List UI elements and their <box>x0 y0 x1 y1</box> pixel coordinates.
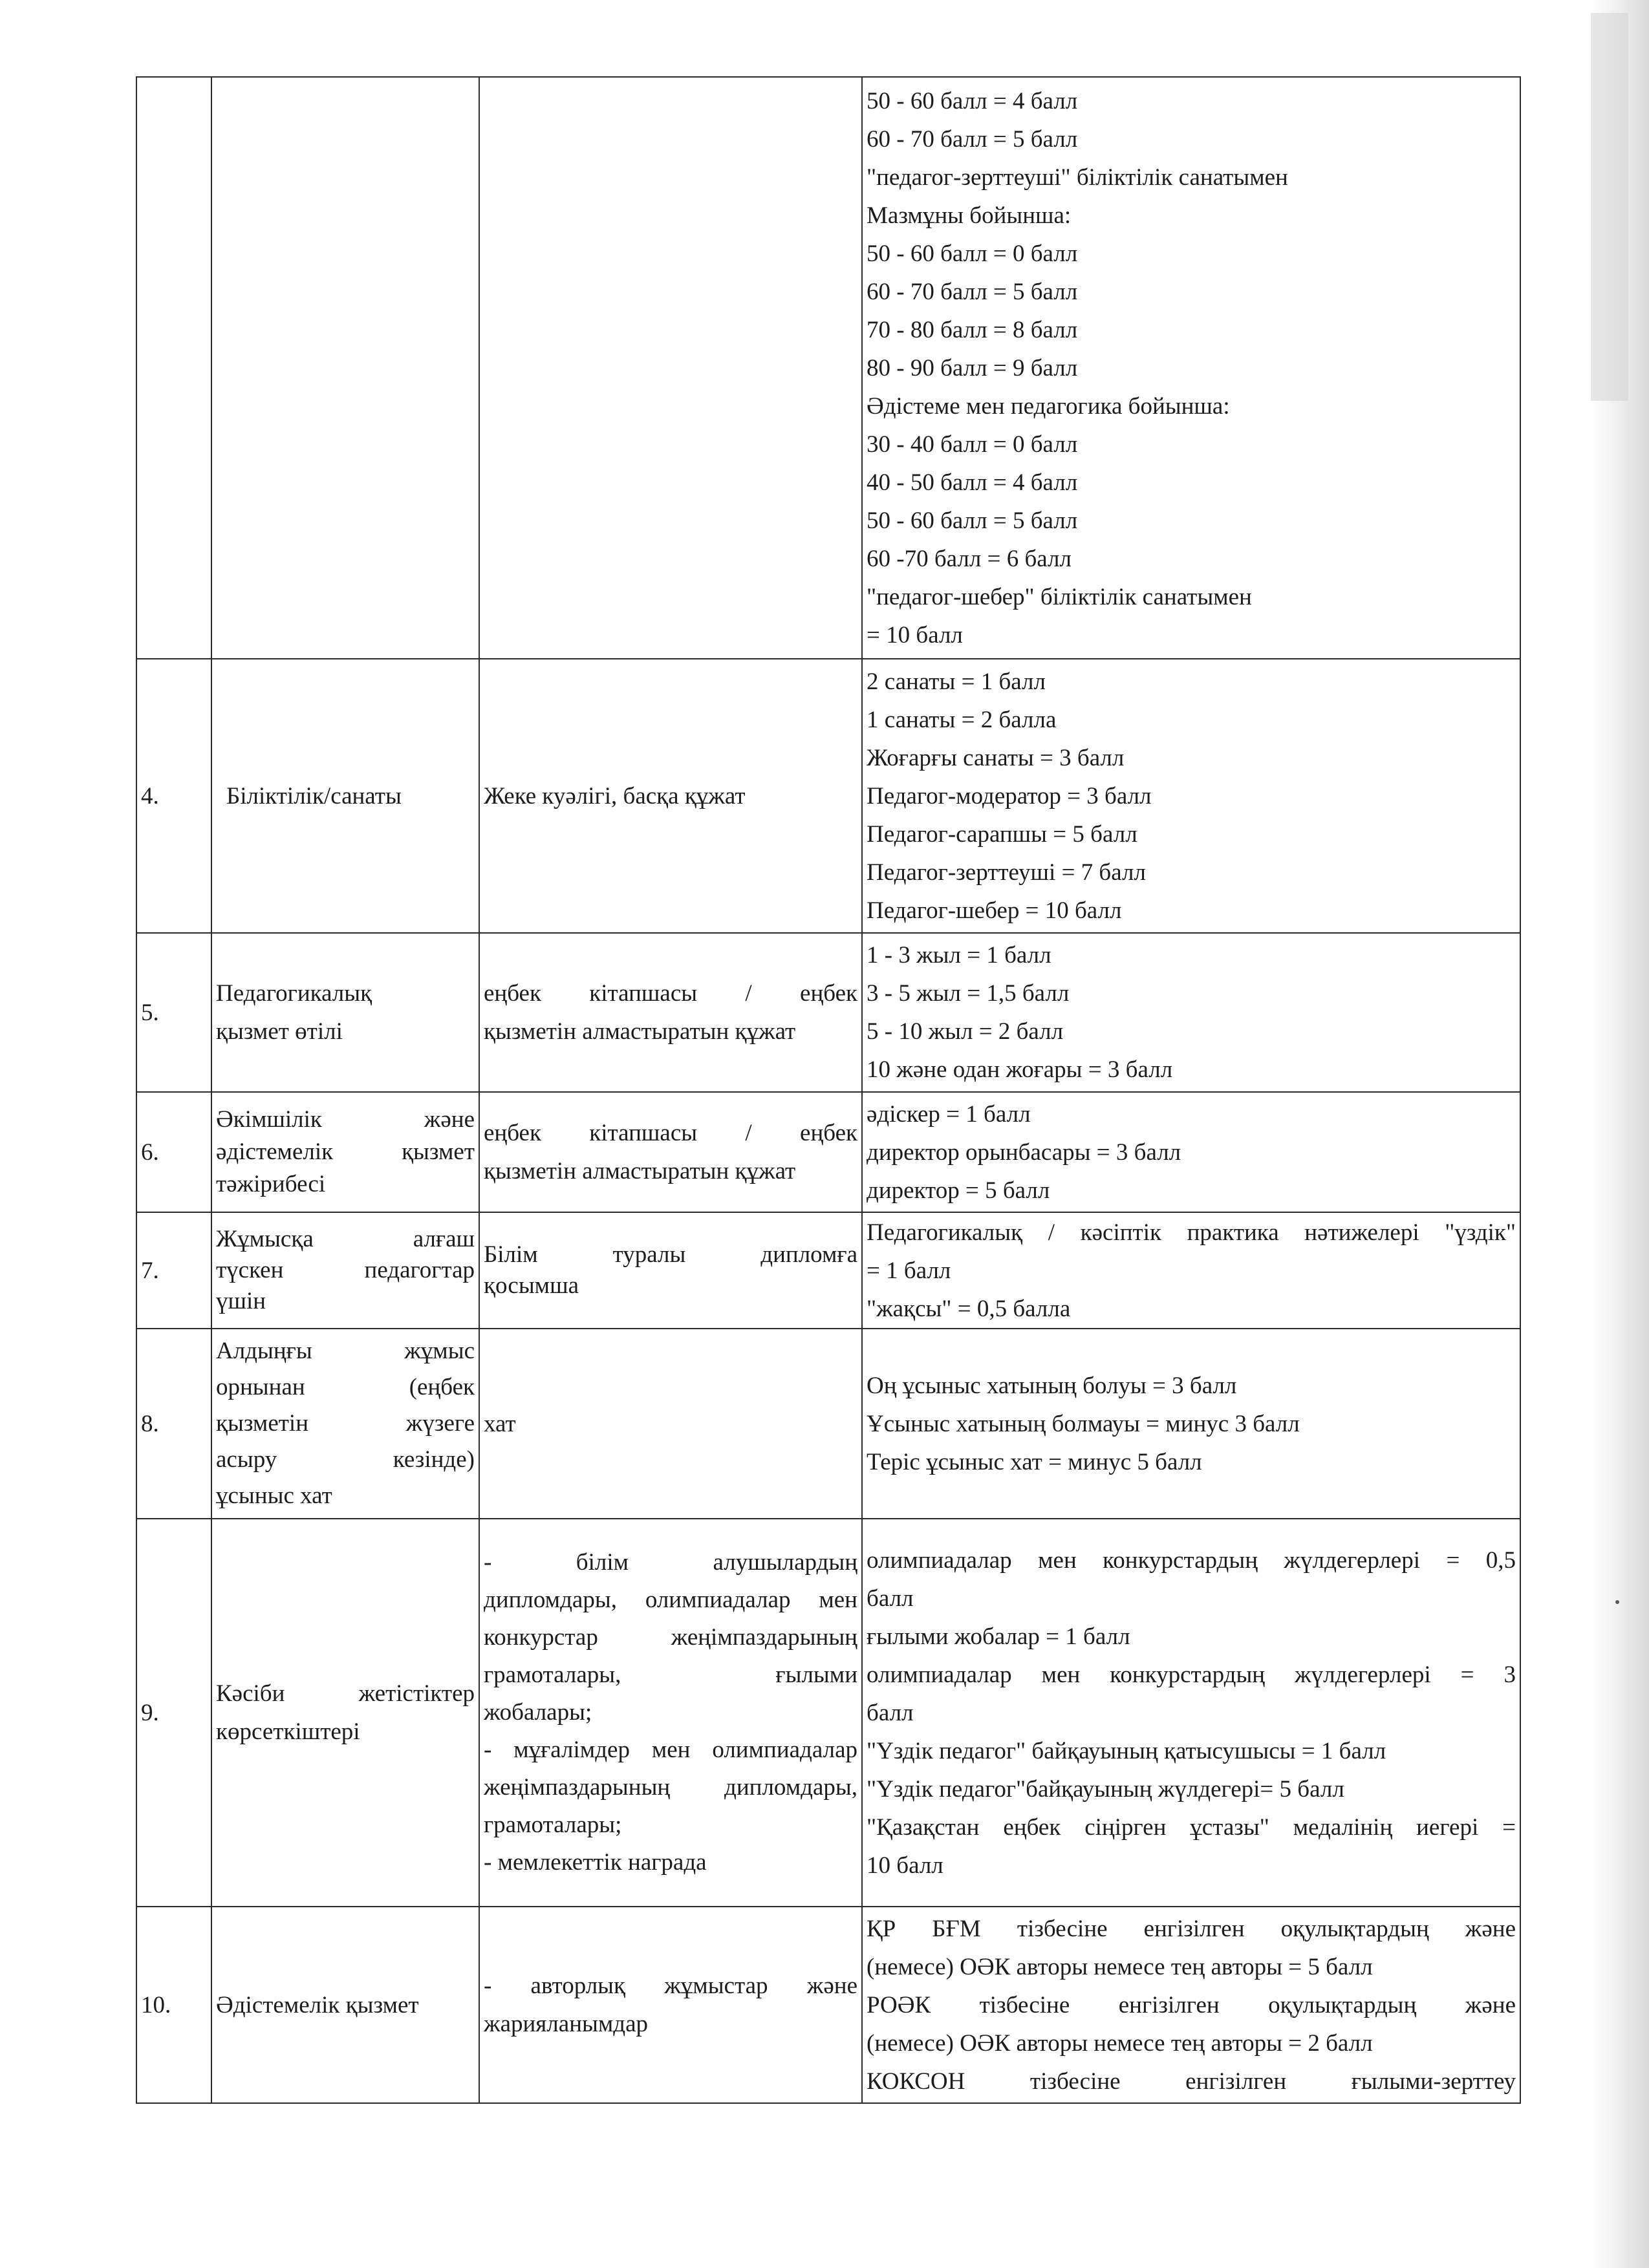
score-line: Педагог-сарапшы = 5 балл <box>867 820 1137 848</box>
score-cell <box>862 1519 1520 1907</box>
criterion-cell: Біліктілік/санаты <box>211 659 479 933</box>
score-line: Әдістеме мен педагогика бойынша: <box>867 392 1230 420</box>
score-line: КОКСОН тізбесіне енгізілген ғылыми-зерттеу <box>867 2068 1516 2095</box>
score-line: 60 - 70 балл = 5 балл <box>867 278 1078 305</box>
row-number-cell: 5. <box>136 933 211 1092</box>
criterion-cell: Жұмысқа алғаш түскен педагогтар үшін <box>211 1212 479 1329</box>
score-cell <box>862 1212 1520 1329</box>
score-line: 40 - 50 балл = 4 балл <box>867 469 1078 496</box>
table-row <box>136 1212 1520 1329</box>
table-row <box>136 1519 1520 1907</box>
document-cell: еңбек кітапшасы / еңбек қызметін алмастыратын құжат <box>479 933 862 1092</box>
score-line: 2 санаты = 1 балл <box>867 668 1046 695</box>
score-line: 10 және одан жоғары = 3 балл <box>867 1056 1173 1083</box>
document-cell: - білім алушылардың дипломдары, олимпиадалар мен конкурстар жеңімпаздарының грамоталары, ғылыми жобалары; - мұғалімдер мен олимпиадалар жеңімпаздарының дипломдары, грамоталары; - мемлекеттік награда <box>479 1519 862 1907</box>
criterion-cell: Кәсіби жетістіктер көрсеткіштері <box>211 1519 479 1907</box>
document-cell: - авторлық жұмыстар және жарияланымдар <box>479 1907 862 2103</box>
score-line: 1 - 3 жыл = 1 балл <box>867 942 1051 968</box>
score-line: олимпиадалар мен конкурстардың жүлдегерлері = 0,5 <box>867 1546 1516 1574</box>
score-line: 5 - 10 жыл = 2 балл <box>867 1018 1064 1045</box>
score-cell <box>862 77 1520 659</box>
score-line: 10 балл <box>867 1852 943 1879</box>
score-line: 60 - 70 балл = 5 балл <box>867 125 1078 153</box>
score-line: Теріс ұсыныс хат = минус 5 балл <box>867 1448 1202 1475</box>
row-number-cell: 6. <box>136 1092 211 1212</box>
table-row <box>136 659 1520 933</box>
score-line: 50 - 60 балл = 0 балл <box>867 240 1078 267</box>
table-row <box>136 1329 1520 1519</box>
score-line: Ұсыныс хатының болмауы = минус 3 балл <box>867 1410 1300 1437</box>
score-line: Педагогикалық / кәсіптік практика нәтижелері "үздік" <box>867 1219 1516 1246</box>
row-number-cell: 9. <box>136 1519 211 1907</box>
score-line: Жоғарғы санаты = 3 балл <box>867 744 1125 771</box>
score-line: "жақсы" = 0,5 балла <box>867 1295 1071 1322</box>
document-cell: Жеке куәлігі, басқа құжат <box>479 659 862 933</box>
score-line: 50 - 60 балл = 5 балл <box>867 507 1078 534</box>
criterion-cell <box>211 77 479 659</box>
row-number-cell <box>136 77 211 659</box>
criterion-cell: Алдыңғы жұмыс орнынан (еңбек қызметін жүзеге асыру кезінде) ұсыныс хат <box>211 1329 479 1519</box>
score-line: Мазмұны бойынша: <box>867 202 1072 229</box>
score-cell <box>862 659 1520 933</box>
score-line: 50 - 60 балл = 4 балл <box>867 87 1078 114</box>
score-line: балл <box>867 1699 914 1726</box>
scan-speck <box>1615 1600 1619 1604</box>
score-line: 30 - 40 балл = 0 балл <box>867 431 1078 458</box>
score-line: Оң ұсыныс хатының болуы = 3 балл <box>867 1372 1237 1399</box>
row-number-cell: 4. <box>136 659 211 933</box>
table-row <box>136 77 1520 659</box>
score-line: = 10 балл <box>867 621 963 648</box>
score-line: 3 - 5 жыл = 1,5 балл <box>867 980 1070 1007</box>
score-line: (немесе) ОӘК авторы немесе тең авторы = 2 балл <box>867 2029 1373 2057</box>
criteria-table <box>136 76 1521 2104</box>
score-line: "педагог-зерттеуші" біліктілік санатымен <box>867 164 1288 191</box>
document-cell <box>479 77 862 659</box>
table-row <box>136 1907 1520 2103</box>
score-line: "Үздік педагог" байқауының қатысушысы = 1 балл <box>867 1737 1386 1764</box>
row-number-cell: 8. <box>136 1329 211 1519</box>
score-line: "Үздік педагог"байқауының жүлдегері= 5 балл <box>867 1775 1344 1803</box>
criterion-cell: Педагогикалық қызмет өтілі <box>211 933 479 1092</box>
score-line: "Қазақстан еңбек сіңірген ұстазы" медалінің иегері = <box>867 1813 1516 1841</box>
score-line: = 1 балл <box>867 1257 951 1284</box>
score-line: әдіскер = 1 балл <box>867 1100 1031 1128</box>
score-line: директор = 5 балл <box>867 1177 1050 1204</box>
score-line: (немесе) ОӘК авторы немесе тең авторы = 5 балл <box>867 1953 1373 1980</box>
score-line: 1 санаты = 2 балла <box>867 706 1057 733</box>
score-line: Педагог-шебер = 10 балл <box>867 897 1122 924</box>
table-row <box>136 933 1520 1092</box>
score-line: "педагог-шебер" біліктілік санатымен <box>867 583 1252 610</box>
score-line: Педагог-зерттеуші = 7 балл <box>867 859 1146 886</box>
score-line: балл <box>867 1585 914 1612</box>
score-line: 70 - 80 балл = 8 балл <box>867 316 1078 343</box>
score-line: Педагог-модератор = 3 балл <box>867 782 1152 809</box>
document-cell: хат <box>479 1329 862 1519</box>
scan-edge-shadow <box>1591 0 1649 2268</box>
score-line: ғылыми жобалар = 1 балл <box>867 1623 1130 1650</box>
score-line: ҚР БҒМ тізбесіне енгізілген оқулықтардың және <box>867 1915 1516 1942</box>
row-number-cell: 7. <box>136 1212 211 1329</box>
document-cell: Білім туралы дипломға қосымша <box>479 1212 862 1329</box>
criterion-cell: Әкімшілік және әдістемелік қызмет тәжірибесі <box>211 1092 479 1212</box>
table-row <box>136 1092 1520 1212</box>
document-cell: еңбек кітапшасы / еңбек қызметін алмастыратын құжат <box>479 1092 862 1212</box>
score-line: 80 - 90 балл = 9 балл <box>867 354 1078 381</box>
score-line: олимпиадалар мен конкурстардың жүлдегерлері = 3 <box>867 1661 1516 1688</box>
score-cell <box>862 1329 1520 1519</box>
score-cell <box>862 1907 1520 2103</box>
score-line: директор орынбасары = 3 балл <box>867 1139 1181 1166</box>
score-line: 60 -70 балл = 6 балл <box>867 545 1072 572</box>
row-number-cell: 10. <box>136 1907 211 2103</box>
score-line: РОӘК тізбесіне енгізілген оқулықтардың және <box>867 1991 1516 2018</box>
score-cell <box>862 933 1520 1092</box>
criterion-cell: Әдістемелік қызмет <box>211 1907 479 2103</box>
score-cell <box>862 1092 1520 1212</box>
